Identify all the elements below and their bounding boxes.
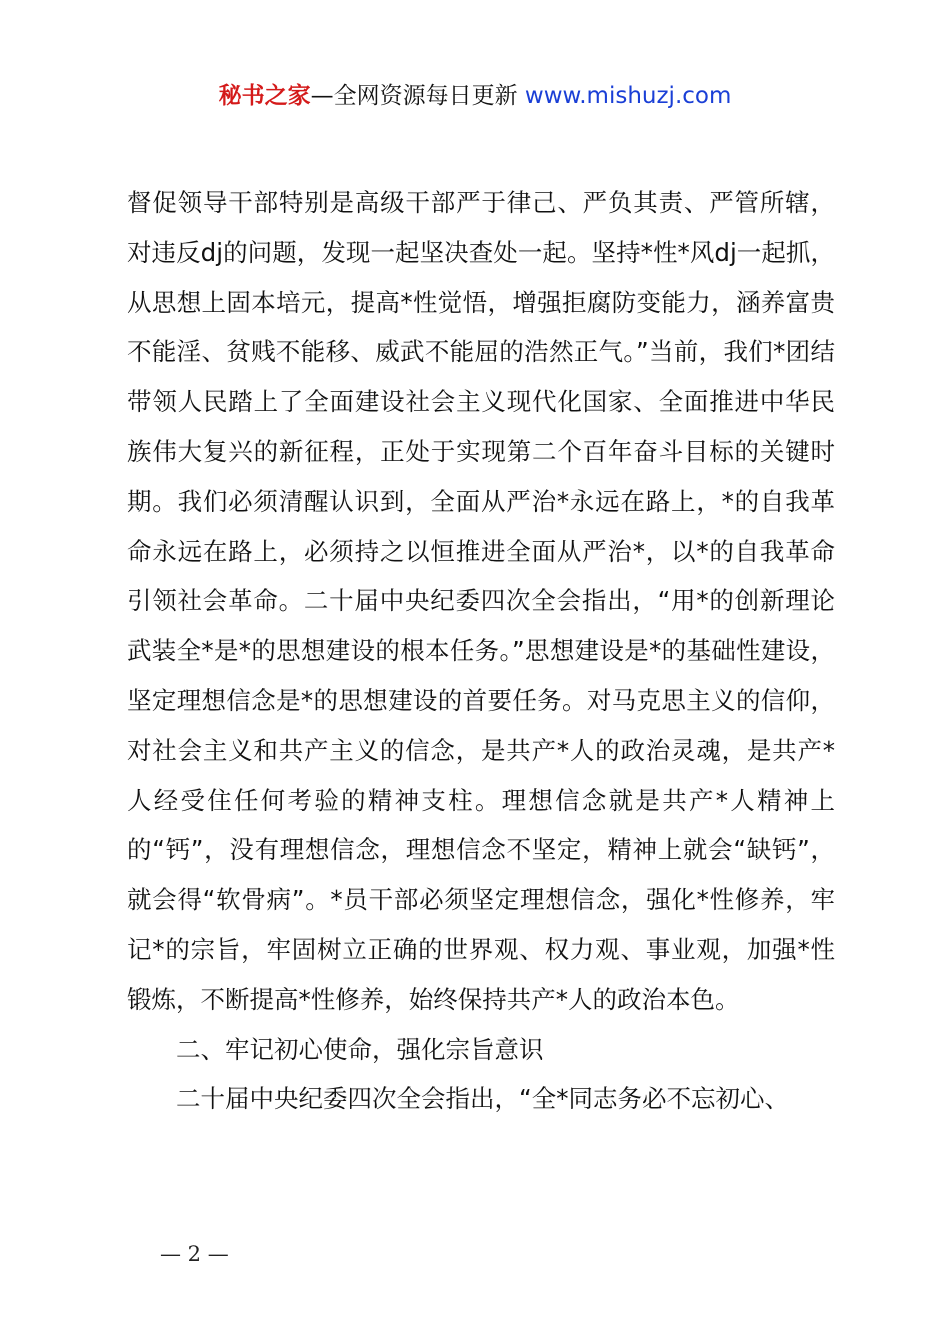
site-header bbox=[0, 80, 950, 112]
body-paragraph: 二十届中央纪委四次全会指出，“全*同志务必不忘初心、 bbox=[176, 1084, 789, 1114]
section-heading: 二、牢记初心使命，强化宗旨意识 bbox=[176, 1034, 544, 1064]
site-tagline: —全网资源每日更新 bbox=[310, 83, 518, 109]
page-number: — 2 — bbox=[160, 1242, 229, 1266]
site-url[interactable]: www.mishuzj.com bbox=[524, 83, 732, 109]
site-brand: 秘书之家 bbox=[218, 83, 311, 109]
body-paragraph: 督促领导干部特别是高级干部严于律己、严负其责、严管所辖，对违反dj的问题，发现一起坚决查处一起。坚持*性*风dj一起抓，从思想上固本培元，提高*性觉悟，增强拒腐防变能力，涵养富贵不能淫、贫贱不能移、威武不能屈的浩然正气。”当前，我们*团结带领人民踏上了全面建设社会主义现代化国家、全面推进中华民族伟大复兴的新征程，正处于实现第二个百年奋斗目标的关键时期。我们必须清醒认识到，全面从严治*永远在路上，*的自我革命永远在路上，必须持之以恒推进全面从严治*，以*的自我革命引领社会革命。二十届中央纪委四次全会指出，“用*的创新理论武装全*是*的思想建设的根本任务。”思想建设是*的基础性建设，坚定理想信念是*的思想建设的首要任务。对马克思主义的信仰，对社会主义和共产主义的信念，是共产*人的政治灵魂，是共产*人经受住任何考验的精神支柱。理想信念就是共产*人精神上的“钙”，没有理想信念，理想信念不坚定，精神上就会“缺钙”，就会得“软骨病”。*员干部必须坚定理想信念，强化*性修养，牢记*的宗旨，牢固树立正确的世界观、权力观、事业观，加强*性锻炼，不断提高*性修养，始终保持共产*人的政治本色。 bbox=[127, 188, 835, 1014]
document-body bbox=[127, 178, 835, 1124]
